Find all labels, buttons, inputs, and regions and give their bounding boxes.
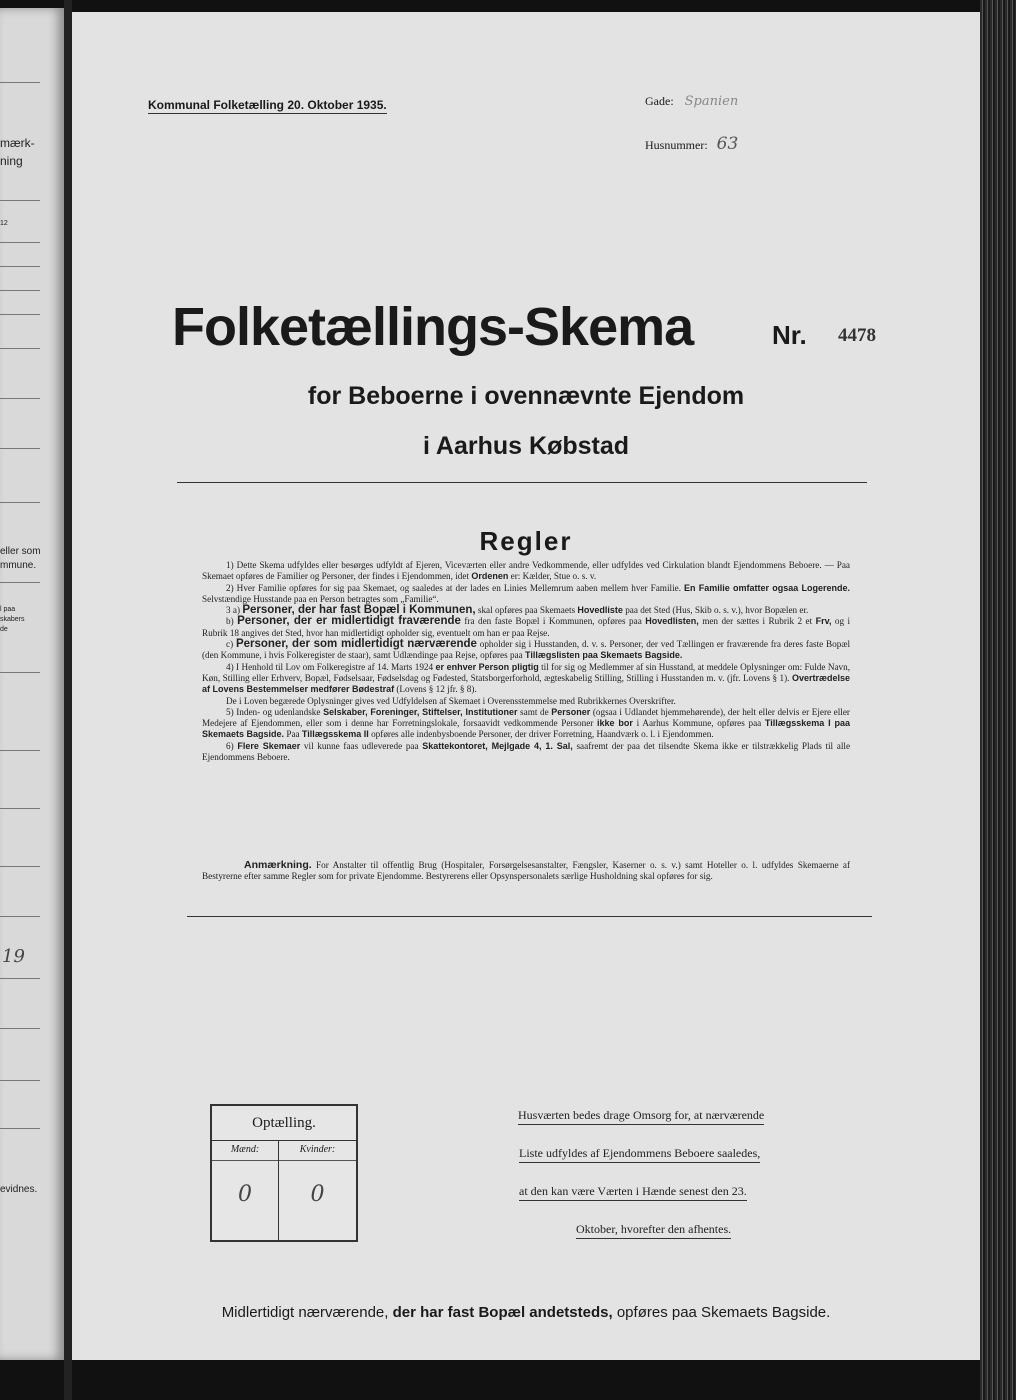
- gade-label: Gade:: [645, 94, 674, 108]
- fragment-text: eller som: [0, 546, 41, 557]
- fragment-text: evidnes.: [0, 1184, 38, 1195]
- divider: [0, 1028, 40, 1029]
- rule-6: 6) Flere Skemaer vil kunne faas udleverede paa Skattekontoret, Mejlgade 4, 1. Sal, saafremt der paa det tilsendte Skema ikke er tilstrækkelig Plads til alle Ejendommens Beboere.: [202, 740, 851, 763]
- divider: [0, 750, 40, 751]
- rules-heading: Regler: [479, 526, 573, 556]
- divider: [0, 1128, 40, 1129]
- count-box-title: Optælling.: [212, 1106, 356, 1141]
- form-number-label: Nr.: [772, 320, 807, 350]
- form-subtitle: for Beboerne i ovennævnte Ejendom: [307, 382, 745, 410]
- husnummer-value: 63: [716, 134, 739, 154]
- handwritten-note: 19: [2, 946, 25, 967]
- gade-row: [645, 94, 738, 109]
- gade-value: Spanien: [684, 94, 739, 109]
- census-header: Kommunal Folketælling 20. Oktober 1935.: [148, 98, 387, 112]
- form-location: i Aarhus Købstad: [422, 432, 630, 460]
- divider: [177, 482, 867, 483]
- fragment-text: l paa: [0, 606, 16, 613]
- men-column: [212, 1140, 279, 1240]
- divider: [0, 448, 40, 449]
- divider: [187, 916, 872, 917]
- husnummer-label: Husnummer:: [645, 138, 708, 152]
- fragment-text: de: [0, 626, 8, 633]
- footer-note: Midlertidigt nærværende, der har fast Bopæl andetsteds, opføres paa Skemaets Bagside.: [221, 1304, 831, 1321]
- remark-label: Anmærkning.: [244, 859, 312, 871]
- rule-5: 5) Inden- og udenlandske Selskaber, Foreninger, Stiftelser, Institutioner samt de Personer (ogsaa i Udlandet hjemmehørende), der helt eller delvis er Ejere eller Medejere af Ejendommen, eller som i denne har Forretningslokale, forsaavidt vedkommende Personer ikke bor i Aarhus Kommune, opføres paa Tillægsskema I paa Skemaets Bagside. Paa Tillægsskema II opføres alle indenbysboende Personer, der driver Forretning, Haandværk o. l. i Ejendommen.: [202, 706, 851, 740]
- notice-line: Oktober, hvorefter den afhentes.: [576, 1222, 731, 1239]
- fragment-text: 12: [0, 220, 8, 227]
- fragment-text: mmune.: [0, 560, 37, 571]
- divider: [0, 266, 40, 267]
- men-count: 0: [238, 1182, 252, 1207]
- rule-3a: 3 a) Personer, der har fast Bopæl i Kommunen, skal opføres paa Skemaets Hovedliste paa det Sted (Hus, Skib o. s. v.), hvor Bopælen er.: [226, 604, 809, 617]
- rule-2: 2) Hver Familie opføres for sig paa Skemaet, og saaledes at der lades en Linies Mellemrum aaben mellem hver Familie. En Familie omfatter ogsaa Logerende. Selvstændige Husstande paa en Person betragtes som „Familie“.: [202, 582, 850, 604]
- women-label: Kvinder:: [279, 1140, 356, 1161]
- rule-3b: b) Personer, der er midlertidigt fraværende fra den faste Bopæl i Kommunen, opføres paa Hovedlisten, men der sættes i Rubrik 2 et Frv, og i Rubrik 18 angives det Sted, hvor han midlertidigt opholder sig, eventuelt om han er paa Rejse.: [202, 615, 851, 638]
- form-title: Folketællings-Skema: [172, 297, 694, 357]
- census-form-page: [72, 12, 980, 1360]
- women-count: 0: [310, 1182, 325, 1207]
- divider: [0, 916, 40, 917]
- divider: [0, 502, 40, 503]
- women-column: [279, 1140, 356, 1240]
- divider: [0, 866, 40, 867]
- notice-line: Husværten bedes drage Omsorg for, at nærværende: [518, 1108, 764, 1125]
- book-gutter: [64, 0, 72, 1400]
- divider: [0, 808, 40, 809]
- divider: [0, 672, 40, 673]
- remark-paragraph: [202, 860, 850, 883]
- divider: [0, 348, 40, 349]
- divider: [0, 314, 40, 315]
- divider: [0, 398, 40, 399]
- notice-line: Liste udfyldes af Ejendommens Beboere saaledes,: [519, 1146, 760, 1163]
- rule-4: 4) I Henhold til Lov om Folkeregistre af 14. Marts 1924 er enhver Person pligtig til for sig og Medlemmer af sin Husstand, at meddele Oplysninger om: Fulde Navn, Køn, Stilling eller Erhverv, Bopæl, Fødselsaar, Fødselsdag og Fødested, Statsborgerforhold, ægteskabelig Stilling, Stilling i Husstanden m. v. (jfr. Lovens § 1). Overtrædelse af Lovens Bestemmelser medfører Bødestraf (Lovens § 12 jfr. § 8).: [202, 661, 851, 695]
- divider: [0, 242, 40, 243]
- divider: [0, 200, 40, 201]
- divider: [0, 582, 40, 583]
- fragment-text: mærk-: [0, 136, 35, 150]
- fragment-text: skabers: [0, 616, 25, 623]
- page-stack-edge: [980, 0, 1016, 1400]
- men-label: Mænd:: [212, 1140, 278, 1161]
- divider: [0, 82, 40, 83]
- count-box: [210, 1104, 358, 1242]
- fragment-text: ning: [0, 154, 23, 168]
- rule-1: 1) Dette Skema udfyldes eller besørges udfyldt af Ejeren, Viceværten eller andre Vedkommende, eller udfyldes ved Cirkulation blandt Ejendommens Beboere. — Paa Skemaet opføres de Familier og Personer, der findes i Ejendommen, idet Ordenen er: Kælder, Stue o. s. v.: [202, 560, 850, 582]
- rule-3c: c) Personer, der som midlertidigt nærværende opholder sig i Husstanden, d. v. s. Personer, der ved Tællingen er fraværende fra deres faste Bopæl (den Kommune, i hvis Folkeregister de staar), samt Udlændinge paa Rejse, opføres paa Tillægslisten paa Skemaets Bagside.: [202, 638, 851, 661]
- rule-4-note: De i Loven begærede Oplysninger gives ved Udfyldelsen af Skemaet i Overensstemmelse med Rubrikkernes Overskrifter.: [226, 695, 676, 706]
- husnummer-row: [645, 134, 738, 154]
- notice-line: at den kan være Værten i Hænde senest den 23.: [519, 1184, 747, 1201]
- remark-text: For Anstalter til offentlig Brug (Hospitaler, Forsørgelsesanstalter, Fængsler, Kaserner o. s. v.) samt Hoteller o. l. udfyldes Skemaerne af Bestyrerne efter samme Regler som for private Ejendomme. Bestyrerens eller Opsynspersonalets særlige Husholdning skal opføres for sig.: [202, 860, 851, 882]
- rules-text: [202, 560, 850, 763]
- facing-page-edge: [0, 8, 64, 1360]
- divider: [0, 290, 40, 291]
- divider: [0, 1080, 40, 1081]
- form-number-value: 4478: [838, 325, 876, 346]
- divider: [0, 978, 40, 979]
